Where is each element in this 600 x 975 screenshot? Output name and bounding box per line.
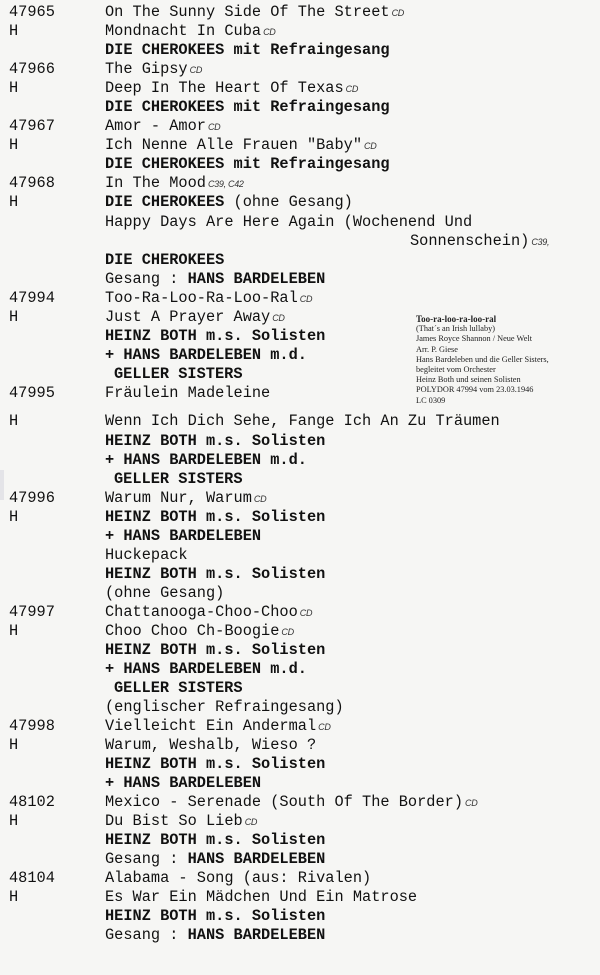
catalog-number: 47967: [9, 117, 55, 135]
entry-text: [105, 251, 224, 270]
entry-text: [105, 346, 307, 365]
entry-title: DIE CHEROKEES mit Refraingesang: [105, 155, 390, 173]
listing-line: [0, 213, 600, 232]
entry-title: (englischer Refraingesang): [105, 698, 344, 716]
handwritten-note: CD: [299, 294, 313, 304]
entry-text: [105, 907, 325, 926]
catalog-number: 47965: [9, 3, 55, 21]
entry-title: HEINZ BOTH m.s. Solisten: [105, 327, 326, 345]
entry-text: [105, 432, 325, 451]
handwritten-note: CD: [345, 84, 359, 94]
entry-prefix: Gesang :: [105, 270, 188, 288]
artist-name: HANS BARDELEBEN: [187, 850, 326, 868]
label-line: LC 0309: [416, 395, 446, 405]
entry-title: + HANS BARDELEBEN: [105, 527, 262, 545]
entry-text: [105, 698, 344, 717]
entry-text: [105, 98, 390, 117]
listing-line: [0, 60, 600, 79]
entry-title: The Gipsy: [105, 60, 188, 78]
entry-text: [410, 232, 549, 252]
catalog-number: H: [9, 308, 19, 326]
catalog-number: H: [9, 508, 19, 526]
entry-text: [105, 546, 188, 565]
entry-text: [105, 327, 325, 346]
entry-title: Fräulein Madeleine: [105, 384, 271, 402]
handwritten-note: C39, C42: [207, 179, 244, 189]
catalog-number: H: [9, 412, 19, 430]
entry-title: Wenn Ich Dich Sehe, Fange Ich An Zu Träumen: [105, 412, 500, 430]
entry-text: [105, 174, 244, 194]
entry-text: [105, 888, 417, 907]
entry-title: HEINZ BOTH m.s. Solisten: [105, 508, 326, 526]
entry-title: Huckepack: [105, 546, 188, 564]
entry-text: [105, 155, 390, 174]
entry-text: [105, 584, 224, 603]
record-label-note: [416, 314, 600, 406]
entry-text: [105, 508, 325, 527]
entry-text: [105, 641, 325, 660]
entry-text: [105, 270, 325, 289]
entry-text: [105, 755, 325, 774]
listing-line: [0, 527, 600, 546]
entry-title: GELLER SISTERS: [114, 679, 243, 697]
artist-name: DIE CHEROKEES: [105, 193, 225, 211]
listing-line: [0, 660, 600, 679]
entry-prefix: Gesang :: [105, 926, 188, 944]
catalog-number: H: [9, 22, 19, 40]
listing-line: [0, 641, 600, 660]
listing-line: [0, 831, 600, 850]
entry-text: [105, 41, 390, 60]
entry-title: + HANS BARDELEBEN m.d.: [105, 660, 307, 678]
entry-text: [105, 926, 325, 945]
entry-title: Ich Nenne Alle Frauen "Baby": [105, 136, 363, 154]
listing-line: [0, 232, 600, 251]
listing-line: [0, 565, 600, 584]
entry-title: Es War Ein Mädchen Und Ein Matrose: [105, 888, 418, 906]
handwritten-note: CD: [272, 313, 285, 323]
entry-prefix: Gesang :: [105, 850, 188, 868]
entry-title: HEINZ BOTH m.s. Solisten: [105, 755, 326, 773]
catalog-number: H: [9, 79, 19, 97]
catalog-number: 47997: [9, 603, 55, 621]
label-title: Too-ra-loo-ra-loo-ral: [416, 314, 497, 324]
entry-text: [105, 136, 376, 156]
label-line: POLYDOR 47994 vom 23.03.1946: [416, 385, 534, 395]
artist-name: HANS BARDELEBEN: [187, 270, 326, 288]
listing-line: [0, 546, 600, 565]
listing-line: [0, 489, 600, 508]
catalog-number: 47994: [9, 289, 55, 307]
listing-line: [0, 679, 600, 698]
handwritten-note: CD: [263, 27, 276, 37]
handwritten-note: CD: [391, 8, 404, 18]
handwritten-note: CD: [207, 122, 221, 132]
entry-title: In The Mood: [105, 174, 206, 192]
listing-line: [0, 432, 600, 451]
listing-line: [0, 117, 600, 136]
listing-line: [0, 774, 600, 793]
listing-line: [0, 508, 600, 527]
listing-line: [0, 888, 600, 907]
entry-text: [105, 308, 285, 328]
entry-text: [105, 79, 358, 99]
catalog-number: 47998: [9, 717, 55, 735]
entry-title: + HANS BARDELEBEN m.d.: [105, 346, 307, 364]
entry-text: [105, 793, 477, 813]
entry-title: Mexico - Serenade (South Of The Border): [105, 793, 464, 811]
listing-line: [0, 717, 600, 736]
entry-rest: (ohne Gesang): [224, 193, 353, 211]
entry-text: [105, 660, 307, 679]
entry-text: [105, 451, 307, 470]
catalog-number: H: [9, 193, 19, 211]
handwritten-note: CD: [189, 65, 203, 75]
catalog-number: H: [9, 622, 19, 640]
listing-line: [0, 79, 600, 98]
entry-title: GELLER SISTERS: [114, 470, 243, 488]
entry-text: [105, 869, 371, 888]
listing-line: [0, 193, 600, 212]
entry-text: [105, 736, 316, 755]
entry-title: HEINZ BOTH m.s. Solisten: [105, 831, 326, 849]
entry-title: HEINZ BOTH m.s. Solisten: [105, 907, 326, 925]
entry-title: Du Bist So Lieb: [105, 812, 243, 830]
handwritten-note: CD: [253, 494, 267, 504]
handwritten-note: CD: [281, 627, 294, 637]
entry-title: (ohne Gesang): [105, 584, 225, 602]
entry-title: Deep In The Heart Of Texas: [105, 79, 344, 97]
label-line: Hans Bardeleben und die Geller Sisters,: [416, 354, 549, 364]
handwritten-note: CD: [364, 141, 377, 151]
listing-line: [0, 622, 600, 641]
listing-line: [0, 98, 600, 117]
label-line: (That´s an Irish lullaby): [416, 324, 496, 334]
entry-title: Amor - Amor: [105, 117, 206, 135]
catalog-number: H: [9, 136, 19, 154]
entry-title: Chattanooga-Choo-Choo: [105, 603, 298, 621]
entry-title: DIE CHEROKEES mit Refraingesang: [105, 98, 390, 116]
listing-line: [0, 251, 600, 270]
entry-title: Warum, Weshalb, Wieso ?: [105, 736, 317, 754]
entry-text: [105, 365, 243, 384]
label-line: Arr. P. Giese: [416, 344, 458, 354]
entry-text: [105, 717, 331, 737]
entry-text: [105, 22, 275, 42]
entry-title: Just A Prayer Away: [105, 308, 271, 326]
listing-line: [0, 603, 600, 622]
entry-title: Vielleicht Ein Andermal: [105, 717, 317, 735]
entry-text: [105, 831, 325, 850]
label-line: Heinz Both und seinen Solisten: [416, 375, 521, 385]
listing-line: [0, 793, 600, 812]
listing-line: [0, 136, 600, 155]
entry-title: DIE CHEROKEES mit Refraingesang: [105, 41, 390, 59]
catalog-number: H: [9, 736, 19, 754]
listing-line: [0, 22, 600, 41]
catalog-number: 48102: [9, 793, 55, 811]
entry-text: [105, 774, 261, 793]
handwritten-note: CD: [244, 817, 258, 827]
entry-text: [105, 3, 404, 23]
listing-line: [0, 755, 600, 774]
listing-line: [0, 850, 600, 869]
entry-text: [105, 60, 202, 80]
entry-text: [105, 412, 500, 431]
entry-title: Too-Ra-Loo-Ra-Loo-Ral: [105, 289, 298, 307]
entry-title: Alabama - Song (aus: Rivalen): [105, 869, 372, 887]
entry-text: [105, 565, 325, 584]
entry-title: DIE CHEROKEES: [105, 251, 225, 269]
catalog-number: H: [9, 888, 19, 906]
listing-line: [0, 270, 600, 289]
scan-mark: [0, 470, 4, 500]
entry-text: [105, 527, 261, 546]
handwritten-note: CD: [318, 722, 331, 732]
entry-title: Happy Days Are Here Again (Wochenend Und: [105, 213, 473, 231]
catalog-number: 47996: [9, 489, 55, 507]
handwritten-note: C39,: [531, 237, 550, 247]
artist-name: HANS BARDELEBEN: [187, 926, 326, 944]
entry-text: [105, 384, 270, 403]
catalog-number: 47995: [9, 384, 55, 402]
listing-line: [0, 869, 600, 888]
listing-line: [0, 812, 600, 831]
entry-title: HEINZ BOTH m.s. Solisten: [105, 641, 326, 659]
entry-title: + HANS BARDELEBEN: [105, 774, 262, 792]
handwritten-note: CD: [465, 798, 478, 808]
entry-text: [105, 812, 257, 832]
entry-title: Warum Nur, Warum: [105, 489, 252, 507]
listing-line: [0, 698, 600, 717]
entry-text: [105, 489, 266, 509]
entry-text: [105, 289, 312, 309]
label-line: James Royce Shannon / Neue Welt: [416, 334, 533, 344]
handwritten-note: CD: [299, 608, 313, 618]
listing-line: [0, 451, 600, 470]
listing-line: [0, 3, 600, 22]
entry-text: [105, 193, 353, 212]
entry-text: [105, 850, 325, 869]
listing-line: [0, 584, 600, 603]
entry-title: HEINZ BOTH m.s. Solisten: [105, 565, 326, 583]
entry-title: On The Sunny Side Of The Street: [105, 3, 390, 21]
entry-title: Mondnacht In Cuba: [105, 22, 262, 40]
entry-text: [105, 679, 243, 698]
listing-line: [0, 289, 600, 308]
label-line: begleitet vom Orchester: [416, 365, 496, 375]
catalog-number: 47968: [9, 174, 55, 192]
entry-title: HEINZ BOTH m.s. Solisten: [105, 432, 326, 450]
listing-line: [0, 470, 600, 489]
listing-line: [0, 155, 600, 174]
entry-text: [105, 622, 294, 642]
entry-text: [105, 117, 220, 137]
listing-line: [0, 41, 600, 60]
listing-line: [0, 412, 600, 431]
listing-line: [0, 926, 600, 945]
listing-line: [0, 174, 600, 193]
entry-title: + HANS BARDELEBEN m.d.: [105, 451, 307, 469]
entry-title: Choo Choo Ch-Boogie: [105, 622, 280, 640]
catalog-number: H: [9, 812, 19, 830]
entry-text: [105, 603, 312, 623]
catalog-number: 48104: [9, 869, 55, 887]
listing-line: [0, 736, 600, 755]
entry-title: Sonnenschein): [410, 232, 530, 250]
entry-text: [105, 213, 472, 232]
listing-line: [0, 907, 600, 926]
entry-title: GELLER SISTERS: [114, 365, 243, 383]
catalog-number: 47966: [9, 60, 55, 78]
entry-text: [105, 470, 243, 489]
